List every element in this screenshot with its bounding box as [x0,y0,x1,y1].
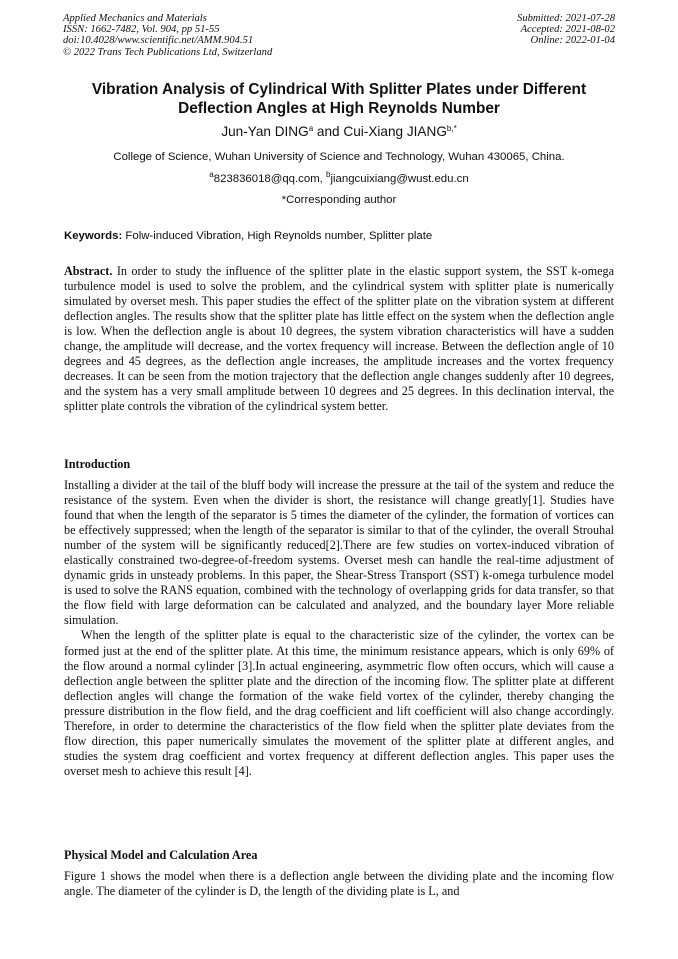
submitted-date: Submitted: 2021-07-28 [517,13,615,24]
abstract-text: In order to study the influence of the splitter plate in the elastic support system, the SST k-omega turbulence model is used to solve the problem, and the cylindrical system with splitter plate is numerically simulated by overset mesh. This paper studies the effect of the splitter plate on the vibration system at different deflection angles. The results show that the splitter plate has little effect on the system when the deflection angle is low. When the deflection angle is about 10 degrees, the system vibration characteristics will have a sudden change, the amplitude will decrease, and the vortex frequency will increase. Between the deflection angle of 10 degrees and 45 degrees, as the deflection angle increases, the amplitude increases and the vortex frequency decreases. It can be seen from the motion trajectory that the deflection angle changes suddenly after 10 degrees, and the system has a very small amplitude between 10 degrees and 25 degrees. In this declination interval, the splitter plate controls the vibration of the cylindrical system better. [64,264,614,414]
email-a-mark: a [209,170,214,179]
introduction-heading: Introduction [64,457,131,471]
author-emails [0,172,678,186]
abstract-label: Abstract. [64,264,113,278]
email-b-mark: b [326,170,331,179]
author-1: Jun-Yan DING [221,124,309,139]
introduction-paragraph-1: Installing a divider at the tail of the bluff body will increase the pressure at the tail of the system and reduce the resistance of the system. Even when the divider is short, the resistance will change greatly[1]. Studies have found that when the length of the separator is 5 times the diameter of the cylinder, the formation of vortices can be effectively suppressed; when the length of the separator is similar to that of the cylinder, the overall Strouhal number of the system will be significantly reduced[2].There are few studies on vortex-induced vibration of elastically constrained two-degree-of-freedom systems. Overset mesh can handle the real-time adjustment of dynamic grids in unsteady problems. In this paper, the Shear-Stress Transport (SST) k-omega turbulence model is used to solve the RANS equation, combined with the technology of overlapping grids for data transfer, so that the flow field with large deformation can be calculated and analyzed, and the boundary layer More reliable simulation. [64,478,614,628]
journal-issn: ISSN: 1662-7482, Vol. 904, pp 51-55 [63,24,220,36]
author-2: Cui-Xiang JIANG [343,124,447,139]
physical-model-heading: Physical Model and Calculation Area [64,848,258,862]
online-date: Online: 2022-01-04 [530,35,615,47]
corresponding-author-note: *Corresponding author [281,194,397,206]
journal-name: Applied Mechanics and Materials [63,13,207,24]
email-a[interactable]: 823836018@qq.com, [213,173,327,185]
title-line-1: Vibration Analysis of Cylindrical With Splitter Plates under Different [91,81,587,98]
journal-copyright: © 2022 Trans Tech Publications Ltd, Switzerland [63,46,273,58]
introduction-paragraph-2: When the length of the splitter plate is equal to the characteristic size of the cylinder, the vortex can be formed just at the end of the splitter plate. At this time, the minimum resistance appears, which is only 69% of the flow around a normal cylinder [3].In actual engineering, asymmetric flow often occurs, which will cause a deflection angle between the splitter plate and the direction of the incoming flow. The splitter plate at different deflection angles will change the formation of the wake field vortex of the cylinder, thereby changing the pressure distribution in the flow field, and the drag coefficient and lift coefficient will also change accordingly. Therefore, in order to determine the characteristics of the flow field when the splitter plate deviates from the flow direction, this paper numerically simulates the movement of the splitter plate at different angles, and studies the system drag coefficient and vortex frequency at different deflection angles. This paper uses the overset mesh to achieve this result [4]. [64,628,614,778]
author-1-affil-mark: a [308,124,314,133]
introduction-body [64,478,614,779]
journal-doi[interactable]: doi:10.4028/www.scientific.net/AMM.904.51 [63,35,254,47]
author-list [0,123,678,140]
physical-model-paragraph-1: Figure 1 shows the model when there is a deflection angle between the dividing plate and the incoming flow angle. The diameter of the cylinder is D, the length of the dividing plate is L, and [64,869,614,899]
title-line-2: Deflection Angles at High Reynolds Number [178,100,500,117]
author-2-affil-mark: b,* [446,124,457,133]
email-b[interactable]: jiangcuixiang@wust.edu.cn [330,173,469,185]
keywords-label: Keywords: [64,230,123,242]
journal-info [63,13,272,58]
physical-model-body [64,869,614,899]
affiliation: College of Science, Wuhan University of Science and Technology, Wuhan 430065, China. [113,151,565,163]
keywords-text: Folw-induced Vibration, High Reynolds number, Splitter plate [122,230,433,242]
submission-dates [517,13,615,47]
abstract [64,264,614,414]
keywords [64,229,614,243]
accepted-date: Accepted: 2021-08-02 [520,24,615,36]
author-conjunction: and [313,124,344,139]
paper-title [60,80,618,118]
